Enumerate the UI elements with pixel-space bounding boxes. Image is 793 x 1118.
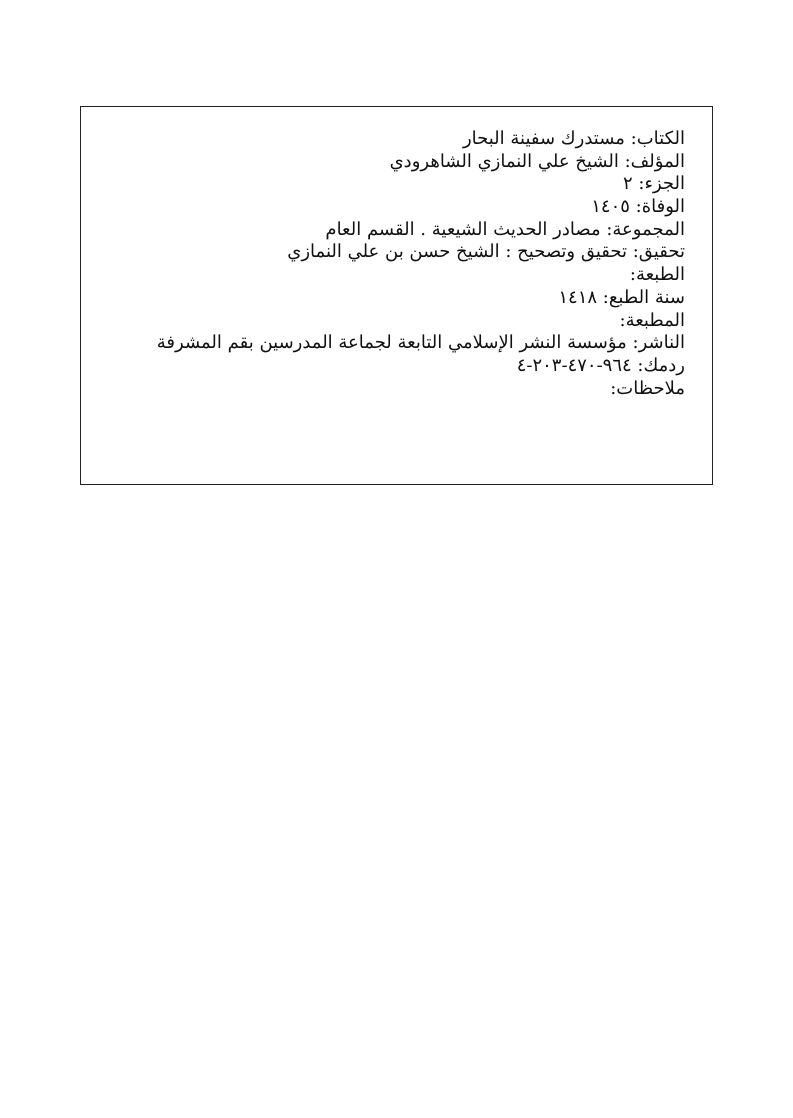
print-year-line: سنة الطبع: ١٤١٨ <box>558 286 685 308</box>
notes-line: ملاحظات: <box>610 377 685 399</box>
collection-line: المجموعة: مصادر الحديث الشيعية . القسم العام <box>325 218 685 240</box>
author-line: المؤلف: الشيخ علي النمازي الشاهرودي <box>389 150 685 172</box>
isbn-line: ردمك: ٩٦٤-٤٧٠-٢٠٣-٤ <box>516 354 685 376</box>
death-year-line: الوفاة: ١٤٠٥ <box>591 196 685 218</box>
edition-line: الطبعة: <box>629 264 685 286</box>
book-title-line: الكتاب: مستدرك سفينة البحار <box>462 128 685 149</box>
book-info-box <box>80 106 713 485</box>
publisher-line: الناشر: مؤسسة النشر الإسلامي التابعة لجماعة المدرسين بقم المشرفة <box>156 332 685 354</box>
printer-line: المطبعة: <box>619 309 685 331</box>
volume-line: الجزء: ٢ <box>623 173 685 195</box>
editor-line: تحقيق: تحقيق وتصحيح : الشيخ حسن بن علي النمازي <box>287 241 685 263</box>
